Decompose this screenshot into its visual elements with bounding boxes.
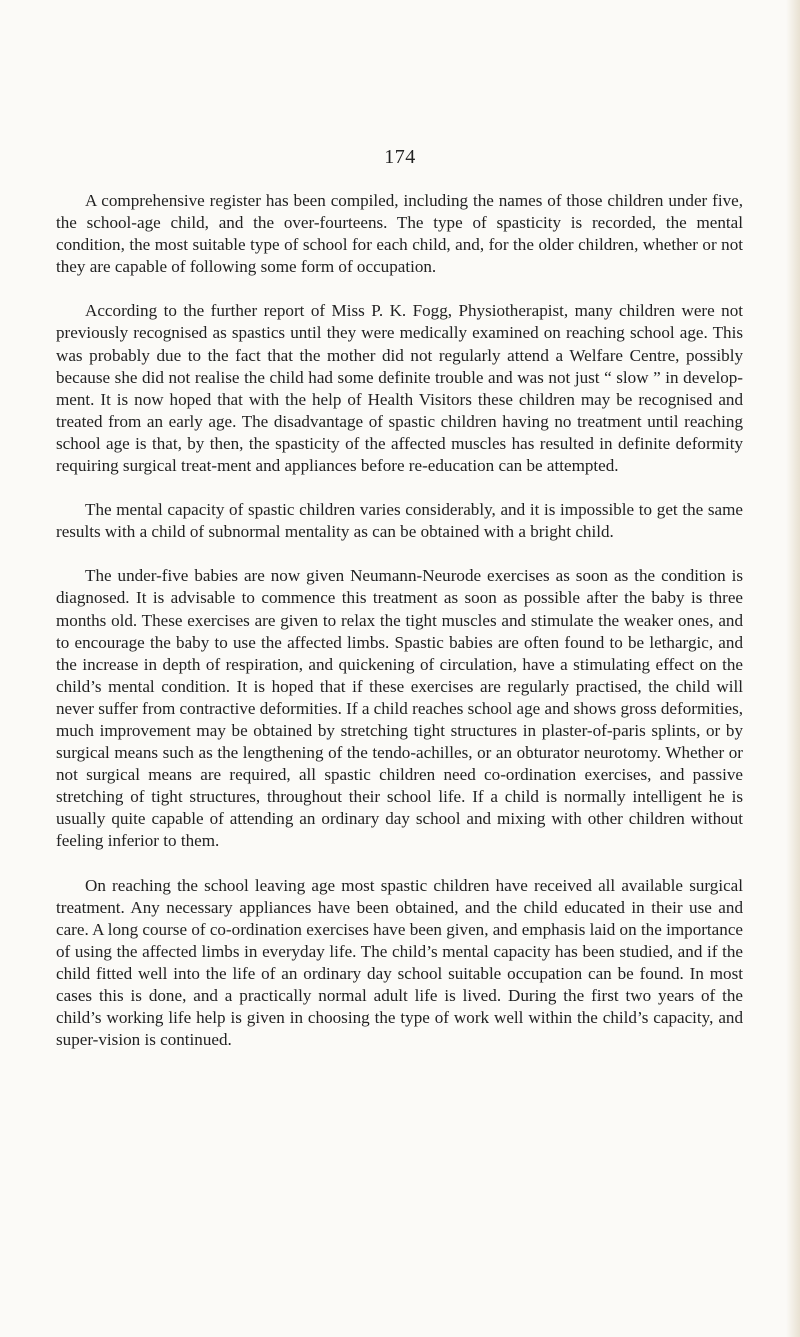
page-number: 174 bbox=[384, 146, 416, 168]
paragraph-physiotherapist-report: According to the further report of Miss P. K. Fogg, Physiotherapist, many children were not previously recognised as spastics until they were medically examined on reaching school age. This was probably due to the fact that the mother did not regularly attend a Welfare Centre, possibly because she did not realise the child had some definite trouble and was not just “ slow ” in develop-ment. It is now hoped that with the help of Health Visitors these children may be recognised and treated from an early age. The disadvantage of spastic children having no treatment until reaching school age is that, by then, the spasticity of the affected muscles has resulted in definite deformity requiring surgical treat-ment and appliances before re-education can be attempted. bbox=[56, 301, 743, 476]
page-edge-shadow bbox=[786, 0, 800, 1337]
paragraph-mental-capacity: The mental capacity of spastic children varies considerably, and it is impossible to get the same results with a child of subnormal mentality as can be obtained with a bright child. bbox=[56, 500, 743, 542]
paragraph-school-leaving-age: On reaching the school leaving age most spastic children have received all available surgical treatment. Any necessary appliances have been obtained, and the child educated in their use and care. A long course of co-ordination exercises have been given, and emphasis laid on the importance of using the affected limbs in everyday life. The child’s mental capacity has been studied, and if the child fitted well into the life of an ordinary day school suitable occupation can be found. In most cases this is done, and a practically normal adult life is lived. During the first two years of the child’s working life help is given in choosing the type of work well within the child’s capacity, and super-vision is continued. bbox=[56, 875, 743, 1050]
paragraph-under-five-exercises: The under-five babies are now given Neumann-Neurode exercises as soon as the condition is diagnosed. It is advisable to commence this treatment as soon as possible after the baby is three months old. These exercises are given to relax the tight muscles and stimulate the weaker ones, and to encourage the baby to use the affected limbs. Spastic babies are often found to be lethargic, and the increase in depth of respiration, and quickening of circulation, have a stimulating effect on the child’s mental condition. It is hoped that if these exercises are regularly practised, the child will never suffer from contractive deformities. If a child reaches school age and shows gross deformities, much improvement may be obtained by stretching tight structures in plaster-of-paris splints, or by surgical means such as the lengthening of the tendo-achilles, or an obturator neurotomy. Whether or not surgical means are required, all spastic children need co-ordination exercises, and passive stretching of tight structures, throughout their school life. If a child is normally intelligent he is usually quite capable of attending an ordinary day school and mixing with other children without feeling inferior to them. bbox=[56, 566, 743, 851]
body-text bbox=[56, 190, 743, 1073]
paragraph-register: A comprehensive register has been compiled, including the names of those children under five, the school-age child, and the over-fourteens. The type of spasticity is recorded, the mental condition, the most suitable type of school for each child, and, for the older children, whether or not they are capable of following some form of occupation. bbox=[56, 191, 743, 277]
